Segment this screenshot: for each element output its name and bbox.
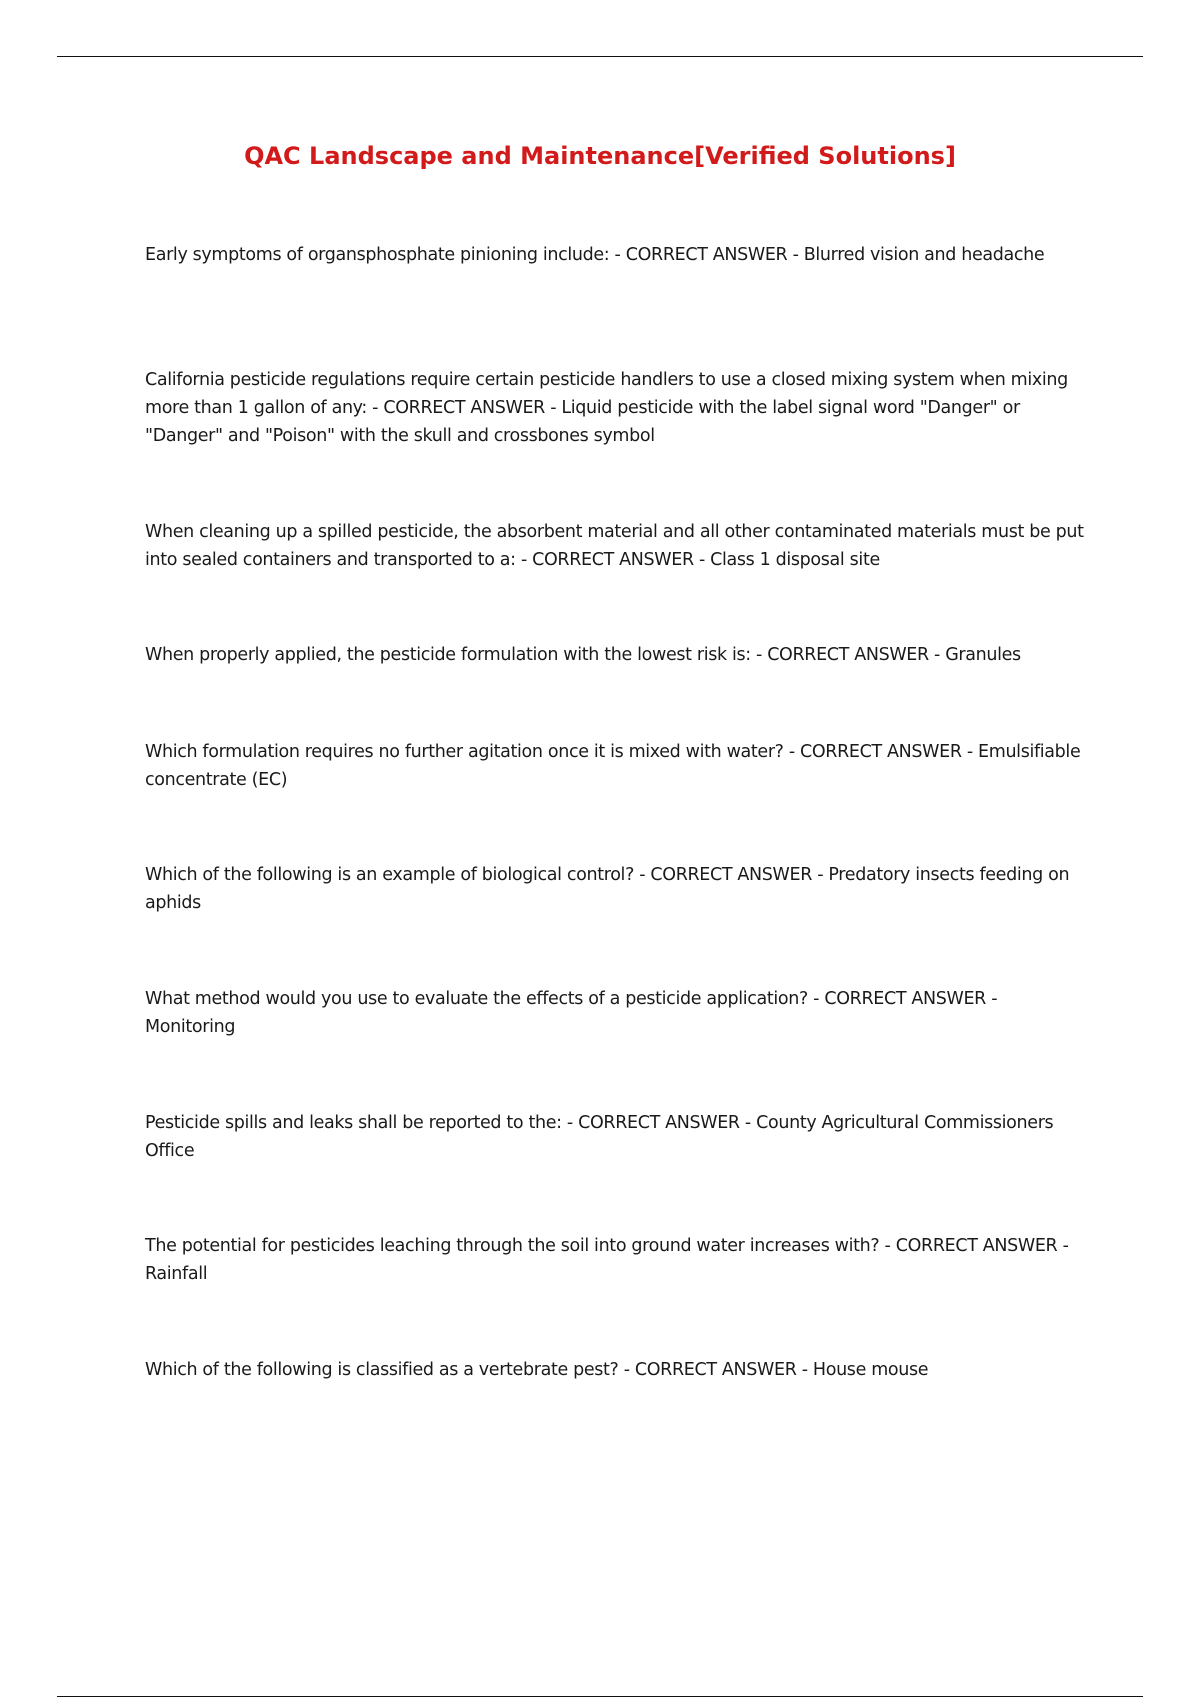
qa-item-4: When properly applied, the pesticide formulation with the lowest risk is: - CORRECT ANSWER - Granules: [145, 645, 1021, 665]
qa-item-5: Which formulation requires no further agitation once it is mixed with water? - CORRECT ANSWER - Emulsifiable concentrate (EC): [145, 742, 1081, 790]
qa-item-9: The potential for pesticides leaching through the soil into ground water increases with? - CORRECT ANSWER - Rainfall: [145, 1236, 1069, 1284]
qa-item-7: What method would you use to evaluate the effects of a pesticide application? - CORRECT ANSWER - Monitoring: [145, 989, 998, 1037]
top-divider: [57, 56, 1143, 57]
qa-item-3: When cleaning up a spilled pesticide, the absorbent material and all other contaminated materials must be put into sealed containers and transported to a: - CORRECT ANSWER - Class 1 disposal site: [145, 522, 1084, 570]
qa-item-1: Early symptoms of organsphosphate pinioning include: - CORRECT ANSWER - Blurred vision and headache: [145, 245, 1045, 265]
qa-item-6: Which of the following is an example of biological control? - CORRECT ANSWER - Predatory insects feeding on aphids: [145, 865, 1070, 913]
qa-item-2: California pesticide regulations require certain pesticide handlers to use a closed mixing system when mixing more than 1 gallon of any: - CORRECT ANSWER - Liquid pesticide with the label signal word "Danger" or "Danger" and "Poison" with the skull and crossbones symbol: [145, 370, 1068, 446]
qa-item-8: Pesticide spills and leaks shall be reported to the: - CORRECT ANSWER - County Agricultural Commissioners Office: [145, 1113, 1054, 1161]
bottom-divider: [57, 1696, 1143, 1697]
qa-item-10: Which of the following is classified as a vertebrate pest? - CORRECT ANSWER - House mouse: [145, 1360, 929, 1380]
document-title: QAC Landscape and Maintenance[Verified Solutions]: [244, 142, 956, 170]
